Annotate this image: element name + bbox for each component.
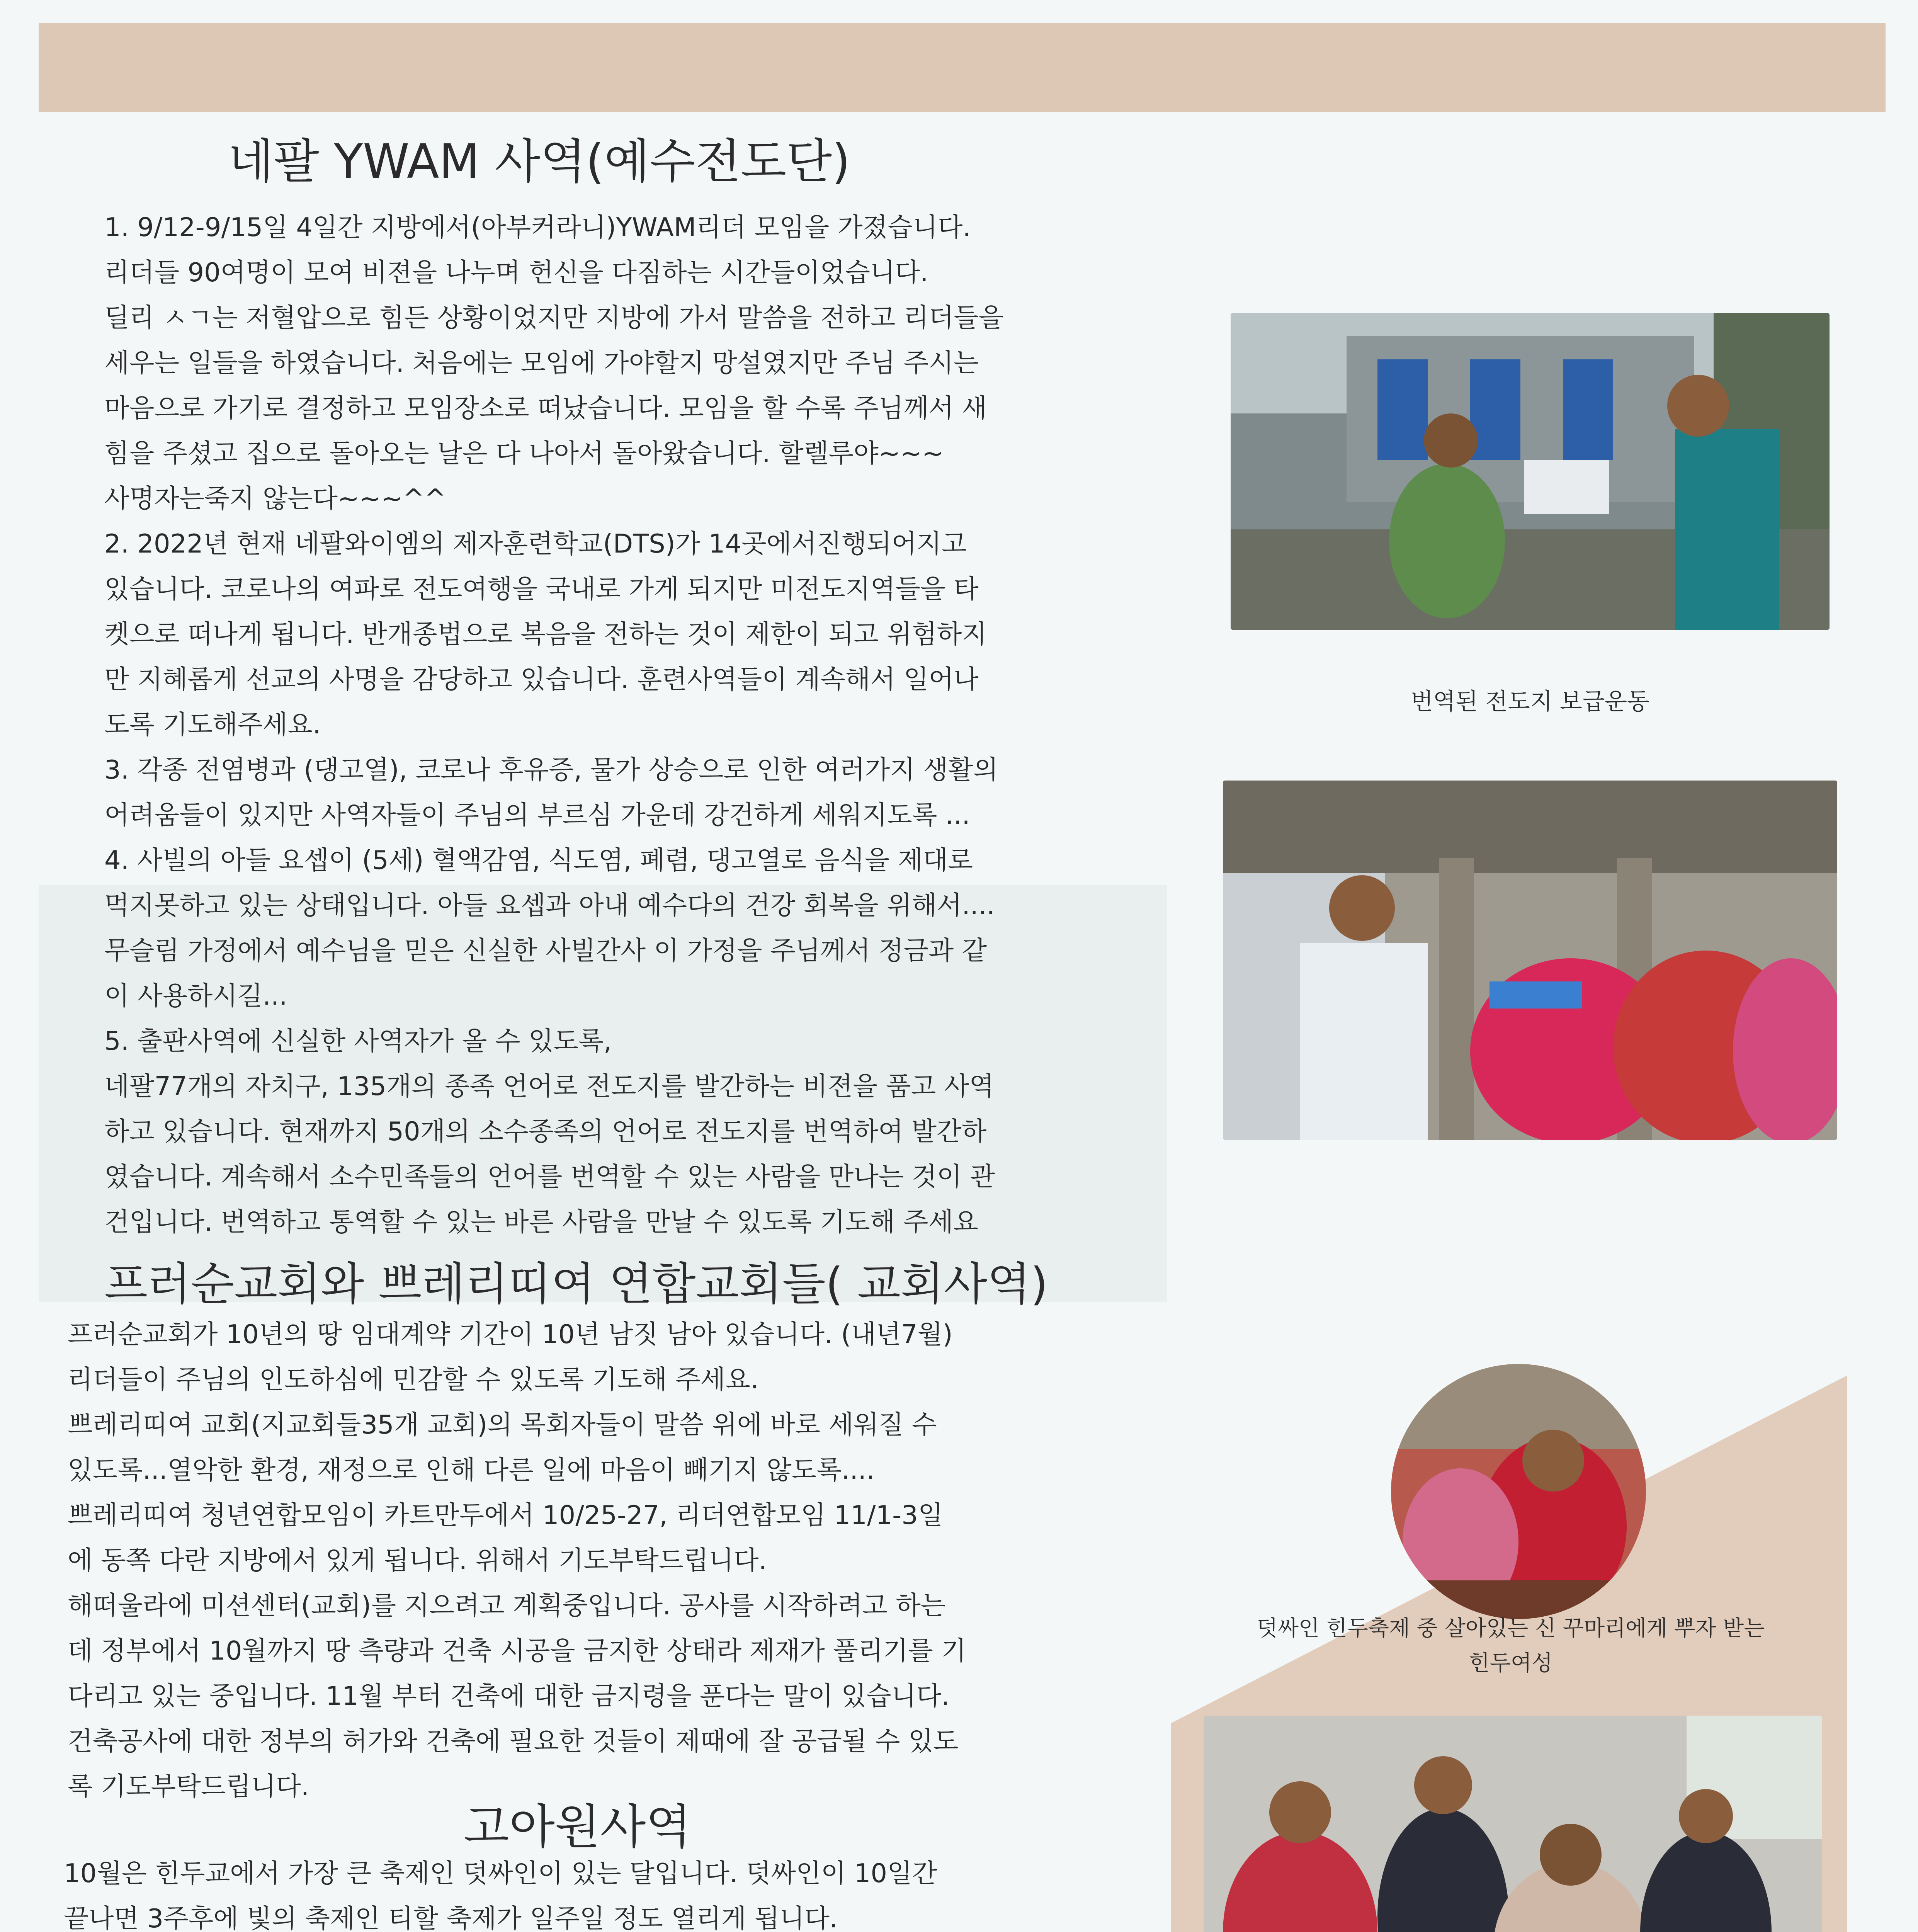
text-line: 해떠울라에 미션센터(교회)를 지으려고 계획중입니다. 공사를 시작하려고 하는 bbox=[68, 1590, 946, 1621]
header-band bbox=[39, 23, 1886, 112]
text-line: 사명자는죽지 않는다~~~^^ bbox=[104, 483, 446, 514]
section-body-orphanage bbox=[64, 1851, 962, 1932]
photo-tract-distribution bbox=[1231, 313, 1830, 630]
text-line: 마음으로 가기로 결정하고 모임장소로 떠났습니다. 모임을 할 수록 주님께서 새 bbox=[104, 393, 987, 423]
text-line: 쁘레리띠여 교회(지교회들35개 교회)의 목회자들이 말씀 위에 바로 세워질 수 bbox=[68, 1410, 937, 1440]
text-line: 끝나면 3주후에 빛의 축제인 티할 축제가 일주일 정도 열리게 됩니다. bbox=[64, 1903, 838, 1932]
caption-line: 힌두여성 bbox=[1469, 1651, 1553, 1676]
text-line: 10월은 힌두교에서 가장 큰 축제인 덧싸인이 있는 달입니다. 덧싸인이 10일간 bbox=[64, 1858, 937, 1888]
text-line: 리더들이 주님의 인도하심에 민감할 수 있도록 기도해 주세요. bbox=[68, 1364, 759, 1395]
text-line: 무슬림 가정에서 예수님을 믿은 신실한 사빌간사 이 가정을 주님께서 정금과 같 bbox=[104, 935, 987, 966]
photo-caption bbox=[1184, 1611, 1837, 1681]
section-title-ywam: 네팔 YWAM 사역(예수전도단) bbox=[228, 134, 850, 189]
text-line: 건입니다. 번역하고 통역할 수 있는 바른 사람을 만날 수 있도록 기도해 주세요 bbox=[104, 1207, 978, 1237]
text-line: 1. 9/12-9/15일 4일간 지방에서(아부커라니)YWAM리더 모임을 가졌습니다. bbox=[104, 212, 971, 242]
photo-caption: 번역된 전도지 보급운동 bbox=[1411, 688, 1649, 715]
text-line: 4. 사빌의 아들 요셉이 (5세) 혈액감염, 식도염, 폐렴, 댕고열로 음식을 제대로 bbox=[104, 845, 973, 875]
text-line: 켓으로 떠나게 됩니다. 반개종법으로 복음을 전하는 것이 제한이 되고 위험하지 bbox=[104, 619, 987, 649]
text-line: 있습니다. 코로나의 여파로 전도여행을 국내로 가게 되지만 미전도지역들을 타 bbox=[104, 574, 979, 604]
section-title-orphanage: 고아원사역 bbox=[464, 1799, 692, 1854]
text-line: 쁘레리띠여 청년연합모임이 카트만두에서 10/25-27, 리더연합모임 11/1-3일 bbox=[68, 1500, 943, 1530]
text-line: 2. 2022년 현재 네팔와이엠의 제자훈련학교(DTS)가 14곳에서진행되어지고 bbox=[104, 529, 967, 559]
section-body-ywam bbox=[104, 205, 1004, 1245]
text-line: 프러순교회가 10년의 땅 임대계약 기간이 10년 남짓 남아 있습니다. (내년7월) bbox=[68, 1319, 953, 1349]
photo-gospel-sharing bbox=[1223, 781, 1837, 1140]
text-line: 네팔77개의 자치구, 135개의 종족 언어로 전도지를 발간하는 비젼을 품고 사역 bbox=[104, 1071, 995, 1101]
text-line: 먹지못하고 있는 상태입니다. 아들 요셉과 아내 예수다의 건강 회복을 위해서.... bbox=[104, 890, 995, 920]
photo-kumari-festival bbox=[1391, 1364, 1646, 1619]
text-line: 만 지혜롭게 선교의 사명을 감당하고 있습니다. 훈련사역들이 계속해서 일어나 bbox=[104, 664, 979, 694]
text-line: 딜리 ㅅㄱ는 저혈압으로 힘든 상황이었지만 지방에 가서 말씀을 전하고 리더들을 bbox=[104, 303, 1004, 333]
text-line: 데 정부에서 10월까지 땅 측량과 건축 시공을 금지한 상태라 제재가 풀리기를 기 bbox=[68, 1636, 966, 1666]
text-line: 힘을 주셨고 집으로 돌아오는 날은 다 나아서 돌아왔습니다. 할렐루야~~~ bbox=[104, 438, 944, 468]
text-line: 에 동쪽 다란 지방에서 있게 됩니다. 위해서 기도부탁드립니다. bbox=[68, 1545, 767, 1575]
text-line: 3. 각종 전염병과 (댕고열), 코로나 후유증, 물가 상승으로 인한 여러가지 생활의 bbox=[104, 755, 998, 785]
text-line: 이 사용하시길... bbox=[104, 981, 287, 1011]
text-line: 리더들 90여명이 모여 비젼을 나누며 헌신을 다짐하는 시간들이었습니다. bbox=[104, 257, 928, 287]
section-title-church: 프러순교회와 쁘레리띠여 연합교회들( 교회사역) bbox=[104, 1258, 1048, 1310]
photo-leaders-prayer bbox=[1204, 1716, 1822, 1932]
text-line: 하고 있습니다. 현재까지 50개의 소수종족의 언어로 전도지를 번역하여 발간하 bbox=[104, 1116, 987, 1146]
text-line: 록 기도부탁드립니다. bbox=[68, 1771, 309, 1801]
caption-line: 덧싸인 힌두축제 중 살아있는 신 꾸마리에게 뿌자 받는 bbox=[1257, 1616, 1765, 1641]
section-body-church bbox=[68, 1312, 966, 1809]
text-line: 세우는 일들을 하였습니다. 처음에는 모임에 가야할지 망설였지만 주님 주시는 bbox=[104, 348, 979, 378]
text-line: 도록 기도해주세요. bbox=[104, 709, 321, 740]
text-line: 있도록...열악한 환경, 재정으로 인해 다른 일에 마음이 빼기지 않도록.... bbox=[68, 1455, 875, 1485]
text-line: 다리고 있는 중입니다. 11월 부터 건축에 대한 금지령을 푼다는 말이 있습니다. bbox=[68, 1681, 950, 1711]
text-line: 건축공사에 대한 정부의 허가와 건축에 필요한 것들이 제때에 잘 공급될 수 있도 bbox=[68, 1726, 959, 1756]
text-line: 였습니다. 계속해서 소수민족들의 언어를 번역할 수 있는 사람을 만나는 것이 관 bbox=[104, 1162, 995, 1192]
text-line: 어려움들이 있지만 사역자들이 주님의 부르심 가운데 강건하게 세워지도록 ... bbox=[104, 800, 970, 830]
text-line: 5. 출판사역에 신실한 사역자가 올 수 있도록, bbox=[104, 1026, 612, 1056]
